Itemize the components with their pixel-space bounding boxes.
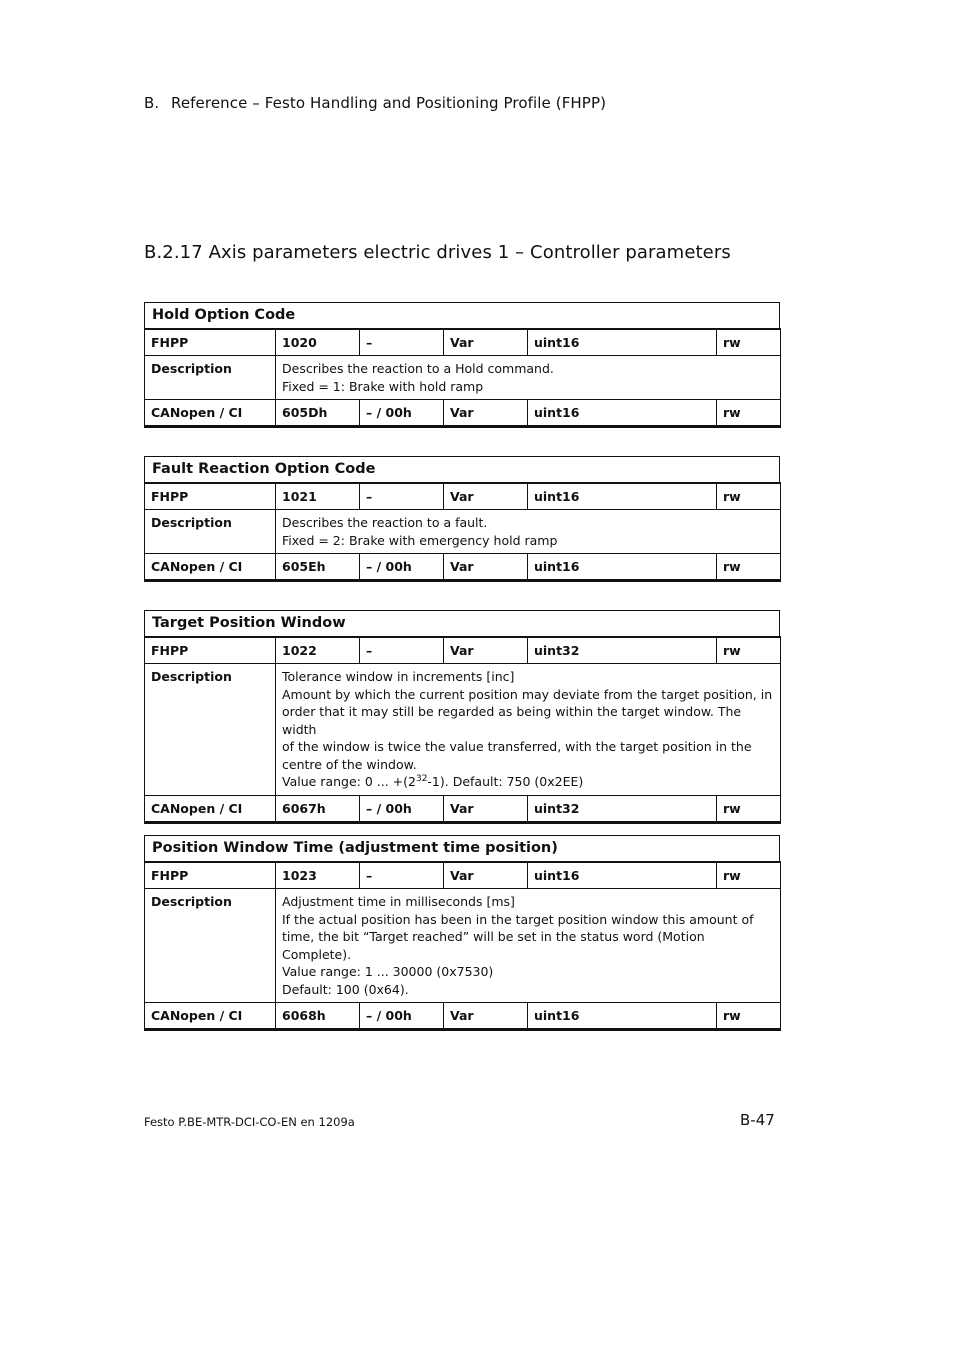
canopen-label: CANopen / CI (145, 554, 276, 581)
description-label: Description (145, 889, 276, 1003)
fhpp-type: uint16 (528, 862, 717, 889)
param-title: Target Position Window (144, 610, 780, 636)
description-line: Fixed = 1: Brake with hold ramp (282, 378, 484, 394)
param-title: Hold Option Code (144, 302, 780, 328)
fhpp-label: FHPP (145, 329, 276, 356)
value-range-pre: Value range: 0 ... +(2 (282, 774, 416, 789)
description-line: Fixed = 2: Brake with emergency hold ramp (282, 532, 558, 548)
canopen-row (145, 554, 781, 581)
fhpp-label: FHPP (145, 483, 276, 510)
canopen-label: CANopen / CI (145, 400, 276, 427)
description-line: Default: 100 (0x64). (282, 981, 409, 997)
canopen-subindex: – / 00h (360, 795, 444, 822)
canopen-subindex: – / 00h (360, 400, 444, 427)
description-text (276, 510, 781, 554)
description-line: If the actual position has been in the target position window this amount of (282, 911, 754, 927)
chapter-title: Reference – Festo Handling and Positioning Profile (FHPP) (171, 94, 607, 112)
canopen-type: uint16 (528, 400, 717, 427)
param-title: Fault Reaction Option Code (144, 456, 780, 482)
description-label: Description (145, 510, 276, 554)
running-header (144, 94, 606, 112)
description-text (276, 356, 781, 400)
description-row (145, 356, 781, 400)
param-table (144, 328, 781, 428)
canopen-row (145, 795, 781, 822)
fhpp-row (145, 862, 781, 889)
fhpp-type: uint32 (528, 637, 717, 664)
description-label: Description (145, 356, 276, 400)
fhpp-access: rw (717, 483, 781, 510)
footer-document-id: Festo P.BE-MTR-DCI-CO-EN en 1209a (144, 1115, 355, 1129)
fhpp-kind: Var (444, 862, 528, 889)
canopen-access: rw (717, 400, 781, 427)
canopen-row (145, 400, 781, 427)
fhpp-row (145, 637, 781, 664)
canopen-kind: Var (444, 795, 528, 822)
description-line: Tolerance window in increments [inc] (282, 669, 515, 684)
description-line: Value range: 1 ... 30000 (0x7530) (282, 964, 494, 979)
fhpp-subindex: – (360, 637, 444, 664)
fhpp-kind: Var (444, 329, 528, 356)
param-block-fault-reaction-option-code (144, 456, 780, 582)
canopen-index: 605Eh (276, 554, 360, 581)
fhpp-row (145, 329, 781, 356)
description-text (276, 664, 781, 796)
fhpp-subindex: – (360, 329, 444, 356)
value-range-post: -1). Default: 750 (0x2EE) (427, 774, 584, 789)
canopen-index: 605Dh (276, 400, 360, 427)
canopen-row (145, 1003, 781, 1030)
fhpp-index: 1023 (276, 862, 360, 889)
param-table (144, 482, 781, 582)
description-text (276, 889, 781, 1003)
param-table (144, 861, 781, 1031)
fhpp-row (145, 483, 781, 510)
canopen-subindex: – / 00h (360, 1003, 444, 1030)
description-row (145, 664, 781, 796)
fhpp-type: uint16 (528, 329, 717, 356)
description-line: Describes the reaction to a fault. (282, 515, 488, 530)
chapter-number: B. (144, 94, 160, 112)
canopen-kind: Var (444, 400, 528, 427)
canopen-access: rw (717, 554, 781, 581)
description-line: of the window is twice the value transferred, with the target position in the (282, 739, 752, 754)
description-line: Adjustment time in milliseconds [ms] (282, 894, 515, 909)
value-range-exponent: 32 (415, 773, 428, 784)
description-line: centre of the window. (282, 756, 417, 772)
param-block-target-position-window (144, 610, 780, 824)
canopen-access: rw (717, 795, 781, 822)
fhpp-access: rw (717, 637, 781, 664)
value-range-line (282, 773, 774, 791)
fhpp-kind: Var (444, 637, 528, 664)
param-block-position-window-time (144, 835, 780, 1031)
canopen-index: 6067h (276, 795, 360, 822)
param-table (144, 636, 781, 824)
description-label: Description (145, 664, 276, 796)
fhpp-subindex: – (360, 862, 444, 889)
fhpp-kind: Var (444, 483, 528, 510)
description-line: time, the bit “Target reached” will be set in the status word (Motion Complete). (282, 929, 705, 962)
canopen-index: 6068h (276, 1003, 360, 1030)
canopen-kind: Var (444, 1003, 528, 1030)
fhpp-index: 1020 (276, 329, 360, 356)
description-line: Describes the reaction to a Hold command. (282, 361, 554, 376)
description-line: Amount by which the current position may deviate from the target position, in (282, 686, 773, 702)
description-line: order that it may still be regarded as being within the target window. The width (282, 704, 742, 737)
canopen-label: CANopen / CI (145, 795, 276, 822)
page-number: B-47 (740, 1111, 775, 1129)
canopen-label: CANopen / CI (145, 1003, 276, 1030)
param-block-hold-option-code (144, 302, 780, 428)
fhpp-label: FHPP (145, 637, 276, 664)
fhpp-type: uint16 (528, 483, 717, 510)
canopen-type: uint16 (528, 1003, 717, 1030)
canopen-type: uint32 (528, 795, 717, 822)
description-row (145, 510, 781, 554)
fhpp-access: rw (717, 329, 781, 356)
canopen-access: rw (717, 1003, 781, 1030)
fhpp-index: 1021 (276, 483, 360, 510)
description-row (145, 889, 781, 1003)
fhpp-subindex: – (360, 483, 444, 510)
fhpp-label: FHPP (145, 862, 276, 889)
canopen-subindex: – / 00h (360, 554, 444, 581)
fhpp-index: 1022 (276, 637, 360, 664)
canopen-kind: Var (444, 554, 528, 581)
param-title: Position Window Time (adjustment time position) (144, 835, 780, 861)
fhpp-access: rw (717, 862, 781, 889)
section-title: B.2.17 Axis parameters electric drives 1 – Controller parameters (144, 242, 731, 263)
canopen-type: uint16 (528, 554, 717, 581)
